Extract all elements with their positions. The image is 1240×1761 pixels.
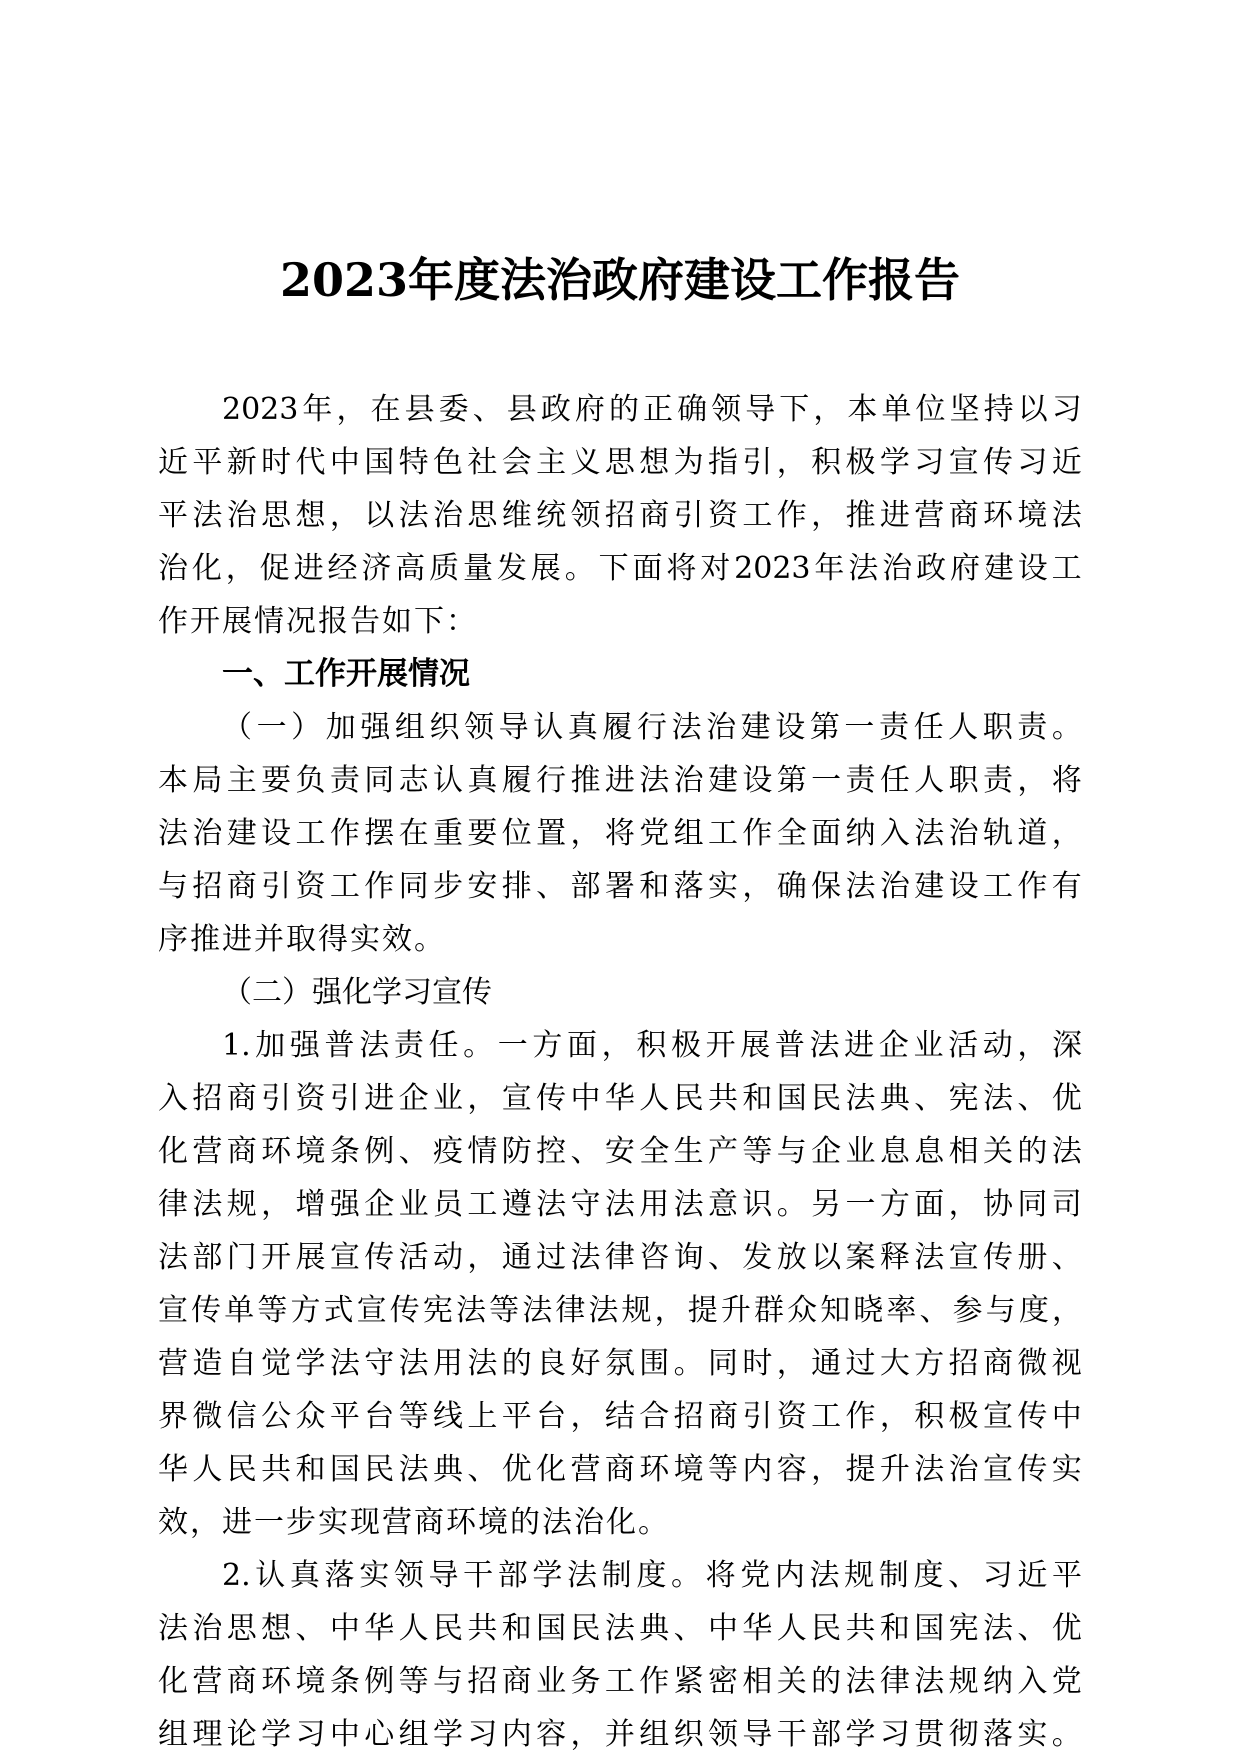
body-line: 化 营 商 环 境 条 例 等 与 招 商 业 务 工 作 紧 密 相 关 的 法 律 法 规 纳 入 党 [158, 1664, 1082, 1699]
body-line: 宣 传 单 等 方 式 宣 传 宪 法 等 法 律 法 规 ， 提 升 群 众 知 晓 率 、 参 与 度 ， [158, 1293, 1082, 1328]
body-line: 华 人 民 共 和 国 民 法 典 、 优 化 营 商 环 境 等 内 容 ， 提 升 法 治 宣 传 实 [158, 1452, 1082, 1487]
body-line: 平 法 治 思 想 ， 以 法 治 思 维 统 领 招 商 引 资 工 作 ， 推 进 营 商 环 境 法 [158, 498, 1082, 533]
body-line: 组 理 论 学 习 中 心 组 学 习 内 容 ， 并 组 织 领 导 干 部 学 习 贯 彻 落 实 。 [158, 1717, 1082, 1752]
body-line: 法 治 建 设 工 作 摆 在 重 要 位 置 ， 将 党 组 工 作 全 面 纳 入 法 治 轨 道 ， [158, 816, 1082, 851]
body-line: 与 招 商 引 资 工 作 同 步 安 排 、 部 署 和 落 实 ， 确 保 法 治 建 设 工 作 有 [158, 869, 1082, 904]
body-line: 治 化 ， 促 进 经 济 高 质 量 发 展 。 下 面 将 对 2023 年 法 治 政 府 建 设 工 [158, 551, 1082, 586]
body-line: 界 微 信 公 众 平 台 等 线 上 平 台 ， 结 合 招 商 引 资 工 作 ， 积 极 宣 传 中 [158, 1399, 1082, 1434]
body-line: 化 营 商 环 境 条 例 、 疫 情 防 控 、 安 全 生 产 等 与 企 业 息 息 相 关 的 法 [158, 1134, 1082, 1169]
body-line: 律 法 规 ， 增 强 企 业 员 工 遵 法 守 法 用 法 意 识 。 另 一 方 面 ， 协 同 司 [158, 1187, 1082, 1222]
body-line: 入 招 商 引 资 引 进 企 业 ， 宣 传 中 华 人 民 共 和 国 民 法 典 、 宪 法 、 优 [158, 1081, 1082, 1116]
body-line: 营 造 自 觉 学 法 守 法 用 法 的 良 好 氛 围 。 同 时 ， 通 过 大 方 招 商 微 视 [158, 1346, 1082, 1381]
body-line: 近 平 新 时 代 中 国 特 色 社 会 主 义 思 想 为 指 引 ， 积 极 学 习 宣 传 习 近 [158, 445, 1082, 480]
body-line: 法 部 门 开 展 宣 传 活 动 ， 通 过 法 律 咨 询 、 发 放 以 案 释 法 宣 传 册 、 [158, 1240, 1082, 1275]
subsection-heading: （二）强化学习宣传 [222, 975, 492, 1010]
body-line: 本 局 主 要 负 责 同 志 认 真 履 行 推 进 法 治 建 设 第 一 责 任 人 职 责 ， 将 [158, 763, 1082, 798]
body-line: 作开展情况报告如下： [158, 604, 478, 639]
body-line: 效，进一步实现营商环境的法治化。 [158, 1505, 670, 1540]
body-line: 2. 认 真 落 实 领 导 干 部 学 法 制 度 。 将 党 内 法 规 制 度 、 习 近 平 [222, 1558, 1082, 1593]
document-body [158, 383, 1082, 1761]
section-heading: 一、工作开展情况 [222, 656, 470, 692]
body-line: 1. 加 强 普 法 责 任 。 一 方 面 ， 积 极 开 展 普 法 进 企 业 活 动 ， 深 [222, 1028, 1082, 1063]
body-line: （ 一 ） 加 强 组 织 领 导 认 真 履 行 法 治 建 设 第 一 责 任 人 职 责 。 [222, 710, 1082, 745]
body-line: 2023 年 ， 在 县 委 、 县 政 府 的 正 确 领 导 下 ， 本 单 位 坚 持 以 习 [222, 392, 1082, 427]
body-line: 法 治 思 想 、 中 华 人 民 共 和 国 民 法 典 、 中 华 人 民 共 和 国 宪 法 、 优 [158, 1611, 1082, 1646]
body-line: 序推进并取得实效。 [158, 922, 446, 957]
document-title: 2023年度法治政府建设工作报告 [279, 253, 961, 307]
